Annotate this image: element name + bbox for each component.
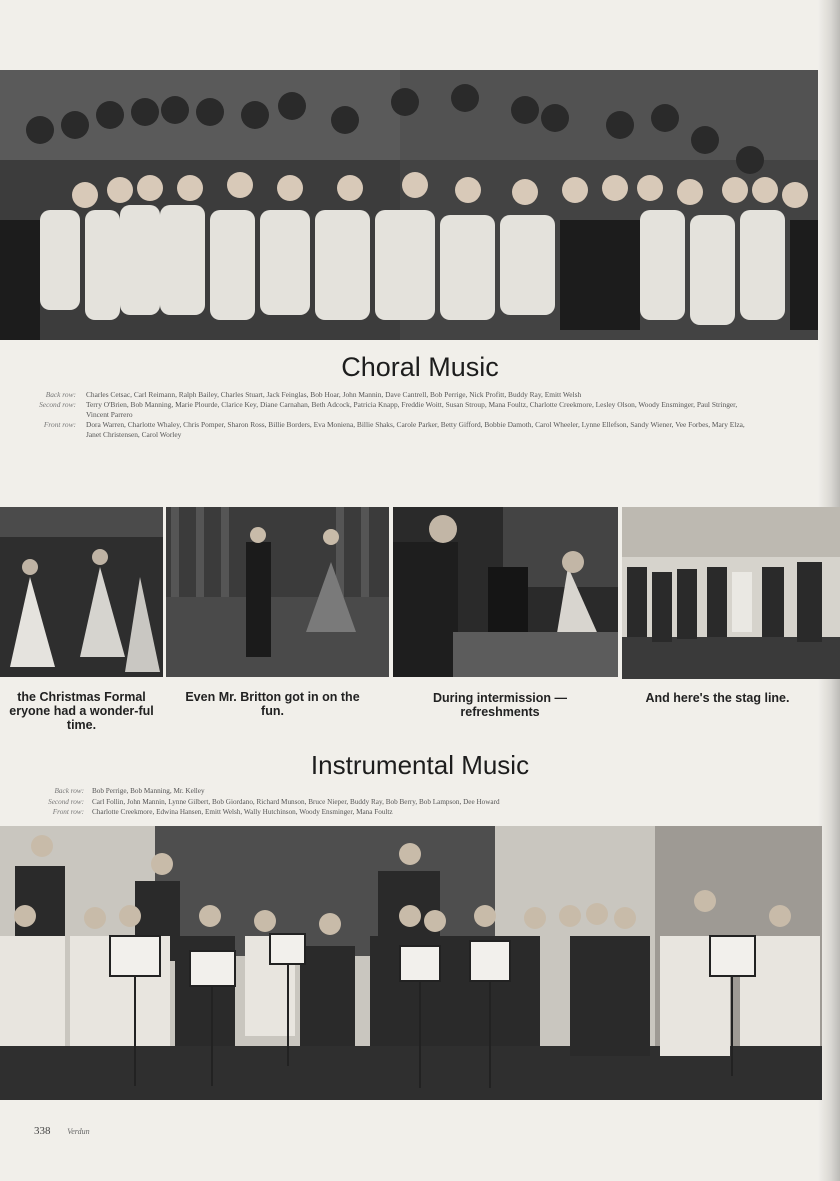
roster-row-names: Charlotte Creekmore, Edwina Hansen, Emitt Welsh, Wally Hutchinson, Woody Ensminger, Mana Foultz: [92, 808, 393, 816]
roster-row: [12, 786, 772, 797]
roster-row-label: Front row:: [52, 808, 84, 816]
roster-row: [18, 400, 748, 420]
caption-text: the Christmas Formal eryone had a wonder-ful time.: [9, 690, 154, 732]
roster-row-label: Second row:: [48, 797, 84, 806]
stag-line-photo: [622, 507, 840, 679]
caption-mr-britton: [180, 690, 365, 718]
roster-row: [18, 420, 748, 440]
page-number: 338: [34, 1125, 51, 1137]
roster-row-label: Back row:: [45, 390, 76, 399]
choral-music-title: Choral Music: [341, 352, 499, 382]
roster-row-names: Terry O'Brien, Bob Manning, Marie Plourde, Clarice Key, Diane Carnahan, Beth Adcock, Patricia Knapp, Freddie Woitt, Susan Stroup, Mana Foultz, Charlotte Creekmore, Lesley Olson, Woody Ensminger, Paul Stringer, Vincent Parrero: [86, 400, 738, 419]
caption-text: Even Mr. Britton got in on the fun.: [185, 690, 360, 718]
roster-row: [12, 797, 772, 808]
instrumental-group-photo: [0, 826, 822, 1100]
roster-row-names: Bob Perrige, Bob Manning, Mr. Kelley: [92, 787, 205, 795]
roster-row-label: Front row:: [43, 420, 76, 429]
caption-refreshments: [400, 691, 600, 719]
caption-text: During intermission — refreshments: [432, 691, 568, 719]
mr-britton-dance-photo: [166, 507, 389, 677]
caption-christmas-formal: [0, 690, 163, 732]
publication-name: Verdun: [67, 1127, 90, 1136]
roster-row-names: Dora Warren, Charlotte Whaley, Chris Pomper, Sharon Ross, Billie Borders, Eva Moniena, Billie Shaks, Carole Parker, Betty Gifford, Bobbie Damoth, Carol Wheeler, Lynne Ellefson, Sandy Wiener, Vee Forbes, Mary Elza, Janet Christensen, Carol Worley: [86, 420, 745, 439]
page-footer: [34, 1125, 90, 1137]
caption-stag-line: [625, 691, 810, 705]
caption-text: And here's the stag line.: [645, 691, 790, 705]
roster-row-label: Back row:: [54, 787, 84, 795]
choral-group-photo: [0, 70, 818, 340]
choral-roster: [18, 390, 748, 440]
refreshments-photo: [393, 507, 618, 677]
instrumental-roster: [12, 786, 772, 818]
instrumental-music-title: Instrumental Music: [310, 750, 530, 780]
roster-row-names: Charles Cetsac, Carl Reimann, Ralph Bailey, Charles Stuart, Jack Feinglas, Bob Hoar, John Mannin, Dave Cantrell, Bob Perrige, Nick Profitt, Buddy Ray, Emitt Welsh: [86, 390, 582, 399]
roster-row-label: Second row:: [39, 400, 76, 409]
roster-row: [18, 390, 748, 400]
roster-row: [12, 807, 772, 818]
christmas-formal-photo: [0, 507, 163, 677]
roster-row-names: Carl Follin, John Mannin, Lynne Gilbert, Bob Giordano, Richard Munson, Bruce Nieper, Buddy Ray, Bob Berry, Bob Lampson, Dee Howard: [92, 797, 500, 806]
